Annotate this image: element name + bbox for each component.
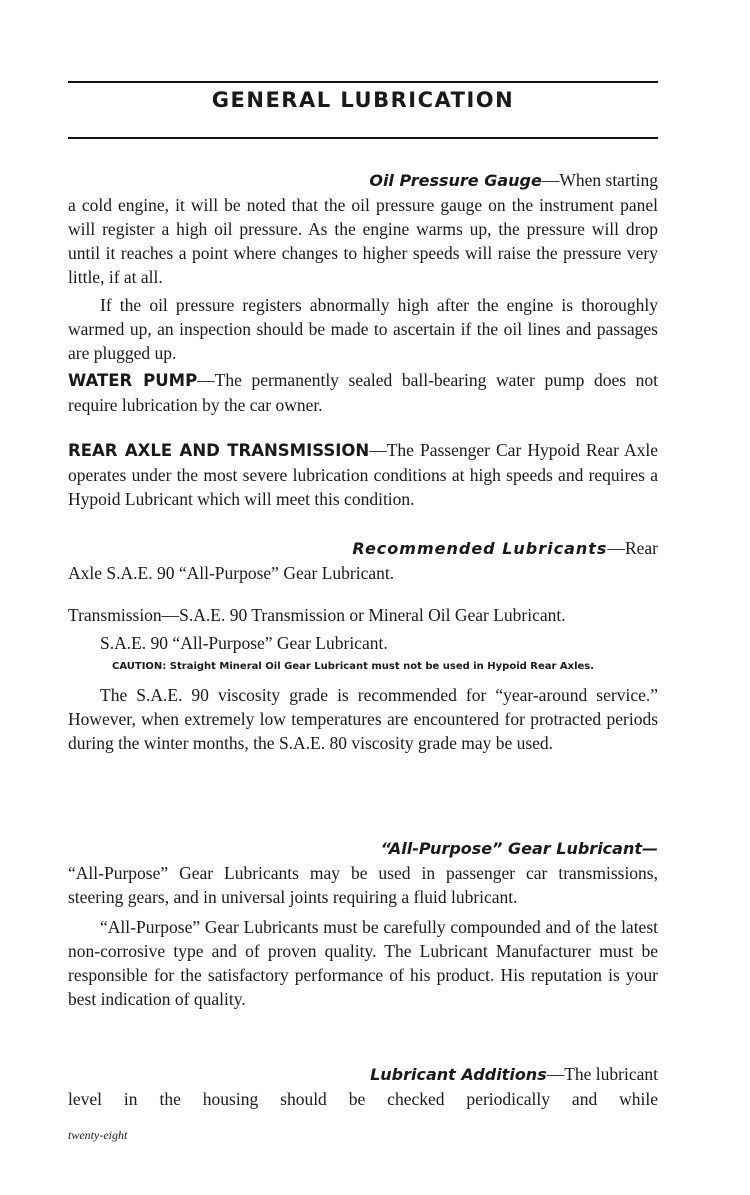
section-oil-pressure — [68, 168, 658, 365]
oil-pressure-heading: Oil Pressure Gauge — [369, 171, 542, 190]
rear-axle-heading: REAR AXLE AND TRANSMISSION — [68, 441, 370, 460]
all-purpose-heading: “All-Purpose” Gear Lubricant— — [380, 839, 658, 858]
additions-heading: Lubricant Additions — [370, 1065, 547, 1084]
caution-note: CAUTION: Straight Mineral Oil Gear Lubricant must not be used in Hypoid Rear Axles. — [112, 661, 595, 672]
section-rear-axle — [68, 438, 658, 511]
viscosity-text: The S.A.E. 90 viscosity grade is recommended for “year-around service.” However, when extremely low temperatures are encountered for protracted periods during the winter months, the S.A.E. 80 viscosity grade may be used. — [68, 685, 658, 753]
top-rule — [68, 81, 658, 83]
recommended-body: Axle S.A.E. 90 “All-Purpose” Gear Lubricant. — [68, 563, 395, 583]
all-purpose-para2: “All-Purpose” Gear Lubricants must be carefully compounded and of the latest non-corrosive type and of proven quality. The Lubricant Manufacturer must be responsible for the satisfactory performance of his product. His reputation is your best indication of quality. — [68, 917, 658, 1009]
all-purpose-body: “All-Purpose” Gear Lubricants may be used in passenger car transmissions, steering gears, and in universal joints requiring a fluid lubricant. — [68, 863, 658, 907]
page-number: twenty-eight — [68, 1128, 128, 1142]
title-rule — [68, 137, 658, 139]
page-title: GENERAL LUBRICATION — [211, 88, 515, 112]
section-additions — [68, 1062, 658, 1111]
section-recommended — [68, 536, 658, 755]
section-all-purpose — [68, 836, 658, 1011]
oil-pressure-para2: If the oil pressure registers abnormally high after the engine is thoroughly warmed up, an inspection should be made to ascertain if the oil lines and passages are plugged up. — [68, 295, 658, 363]
additions-lead: —The lubricant — [546, 1064, 658, 1084]
recommended-lead: —Rear — [607, 538, 658, 558]
oil-pressure-body: a cold engine, it will be noted that the oil pressure gauge on the instrument panel will register a high oil pressure. As the engine warms up, the pressure will drop until it reaches a point where changes to higher speeds will raise the pressure very little, if at all. — [68, 195, 658, 287]
water-pump-heading: WATER PUMP — [68, 371, 198, 390]
water-pump-body: —The permanently sealed ball-bearing water pump does not require lubrication by the car owner. — [68, 370, 658, 415]
alt-lubricant: S.A.E. 90 “All-Purpose” Gear Lubricant. — [100, 633, 388, 653]
transmission-text: Transmission—S.A.E. 90 Transmission or Mineral Oil Gear Lubricant. — [68, 605, 566, 625]
rear-axle-body: —The Passenger Car Hypoid Rear Axle operates under the most severe lubrication conditions at high speeds and requires a Hypoid Lubricant which will meet this condition. — [68, 440, 659, 509]
additions-body: level in the housing should be checked periodically and while — [68, 1089, 658, 1109]
oil-pressure-lead: —When starting — [541, 170, 658, 190]
recommended-heading: Recommended Lubricants — [352, 539, 608, 558]
section-water-pump — [68, 368, 658, 417]
